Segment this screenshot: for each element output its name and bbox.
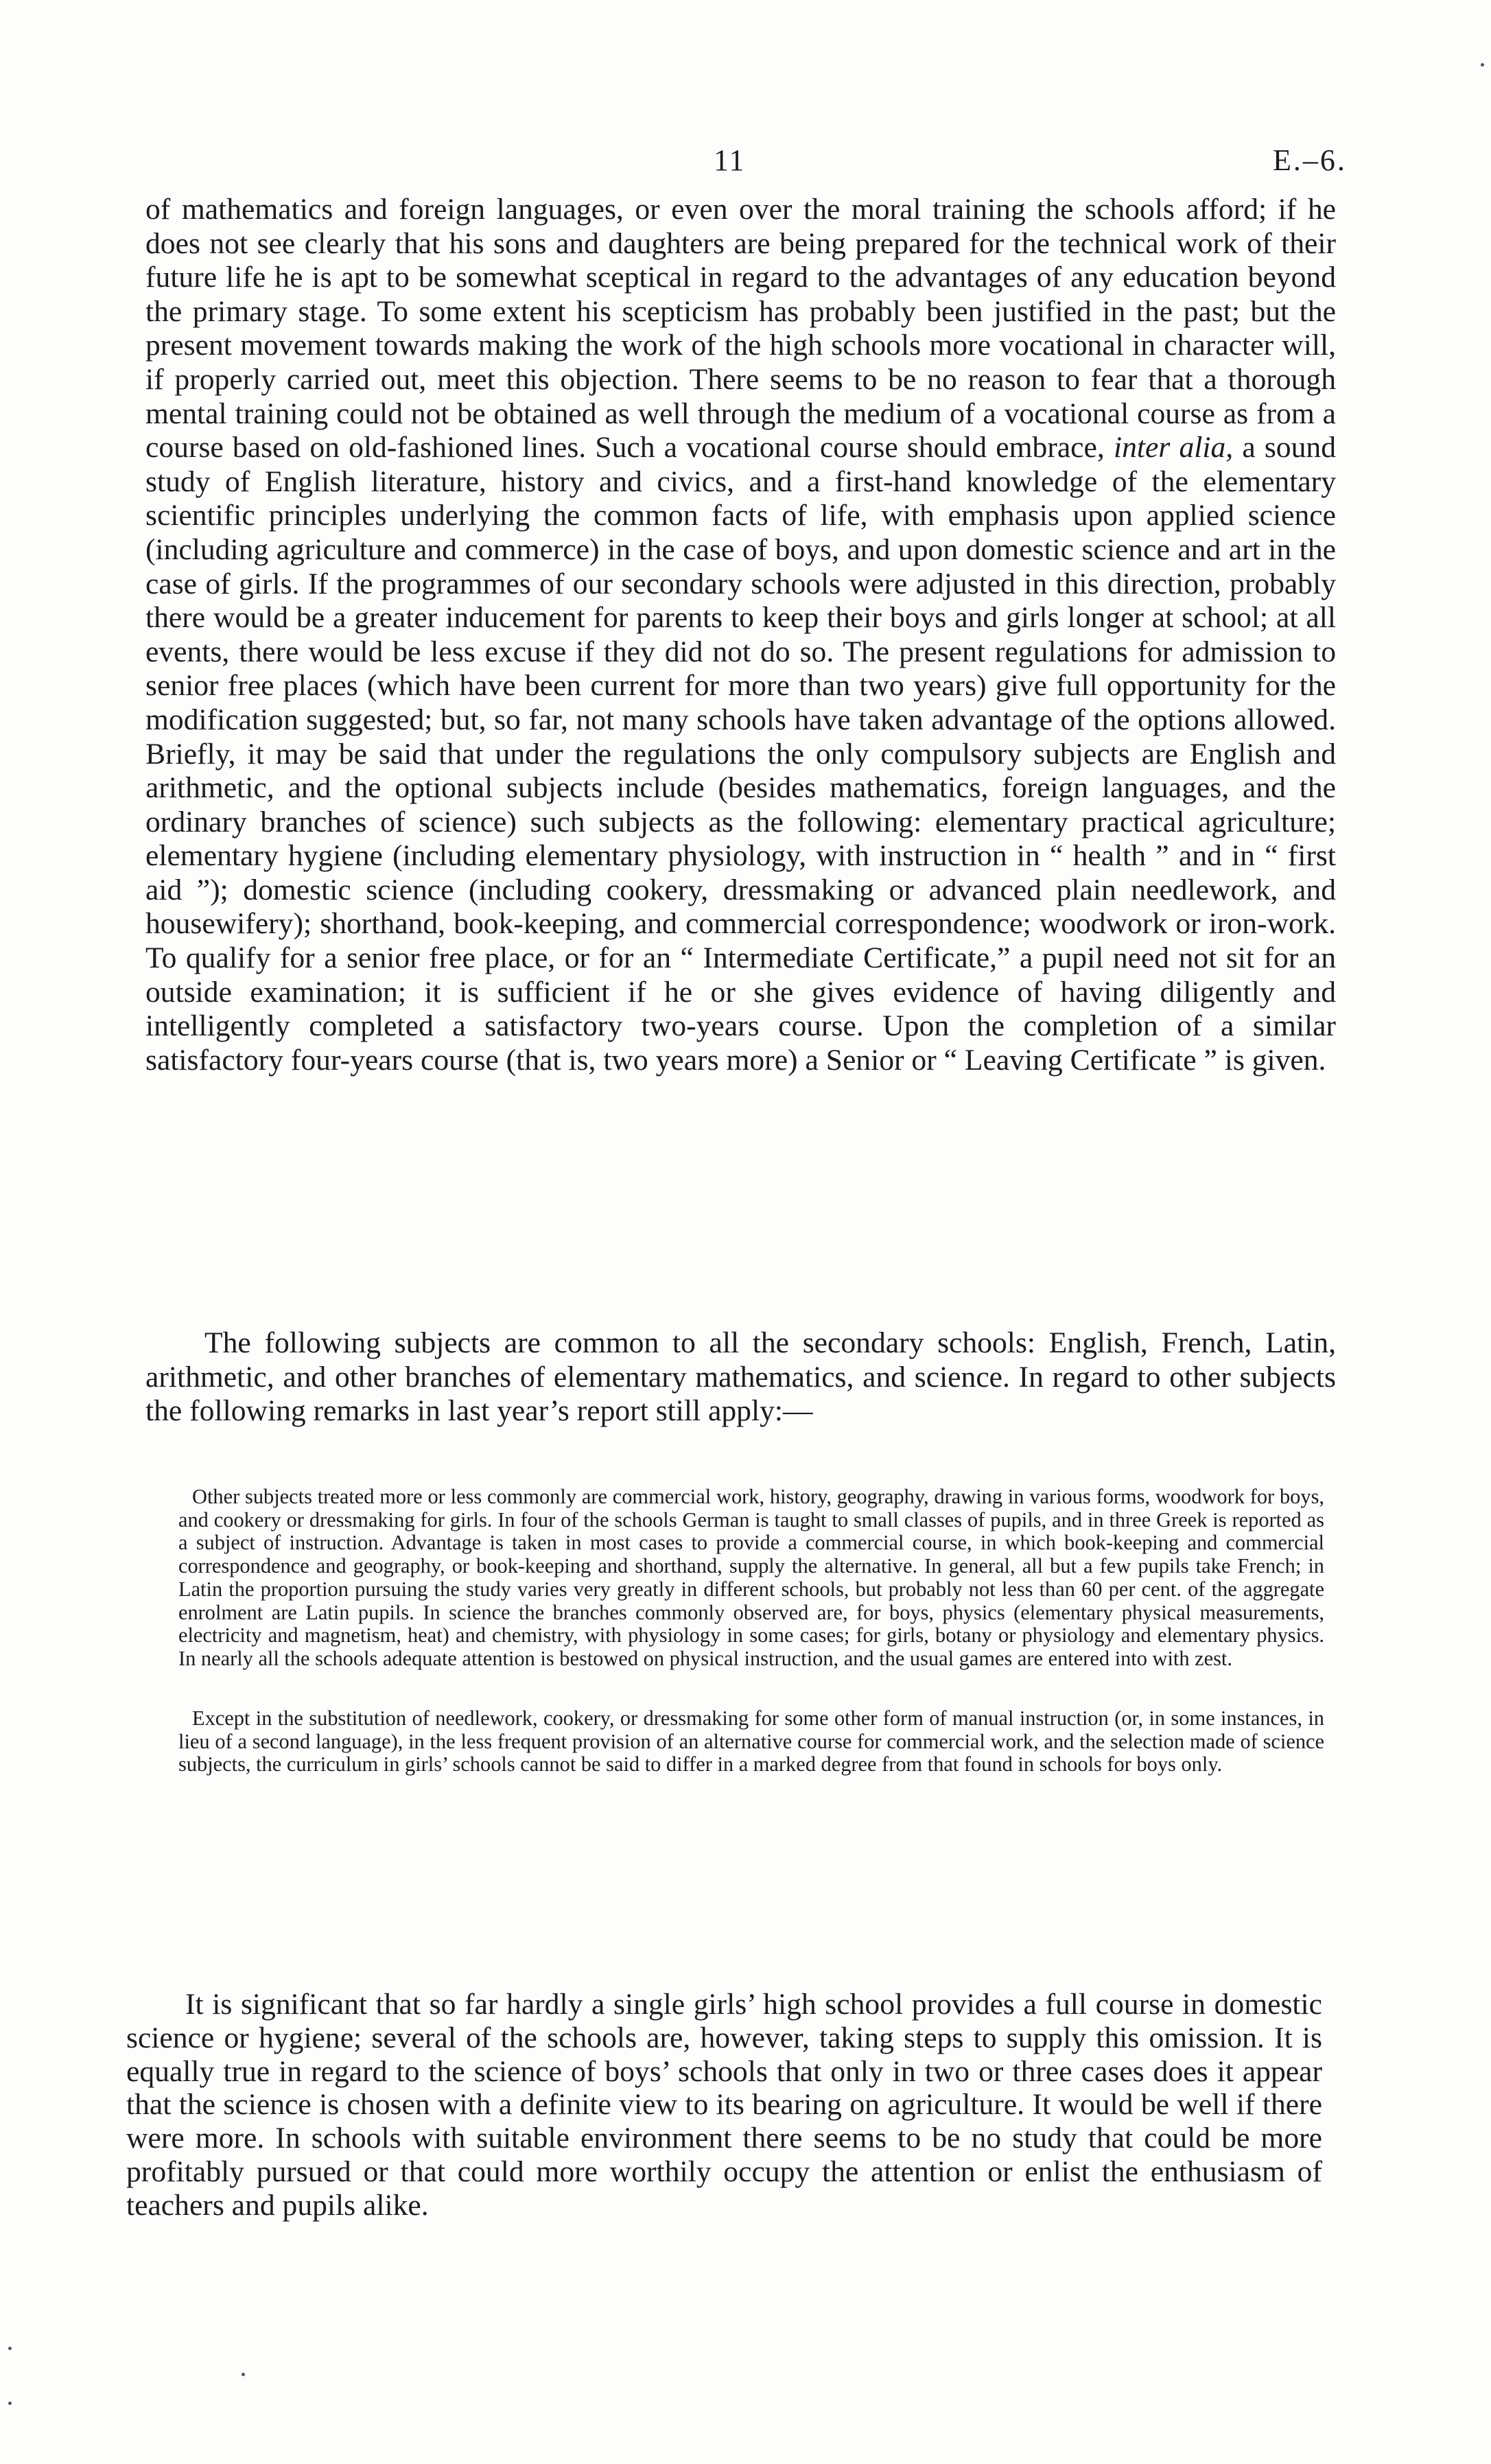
scan-speck bbox=[1481, 63, 1484, 67]
body-paragraph-3 bbox=[126, 1988, 1322, 2222]
page-number: 11 bbox=[714, 143, 746, 177]
body-paragraph-1 bbox=[145, 193, 1336, 1077]
scan-speck bbox=[8, 2347, 12, 2350]
paragraph-text: It is significant that so far hardly a single girls’ high school provides a full course in domestic science or hygiene; several of the schools are, however, taking steps to supply this omission. It is equally true in regard to the science of boys’ schools that only in two or three cases does it appear that the science is chosen with a definite view to its bearing on agriculture. It would be well if there were more. In schools with suitable environment there seems to be no study that could be more profitably pursued or that could more worthily occupy the attention or enlist the enthusiasm of teachers and pupils alike. bbox=[126, 1988, 1322, 2222]
body-paragraph-2 bbox=[145, 1326, 1336, 1429]
paragraph-text: The following subjects are common to all the secondary schools: English, French, Latin, arithmetic, and other branches of elementary mathematics, and science. In regard to other subjects the following remarks in last year’s report still apply:— bbox=[145, 1326, 1336, 1428]
italic-phrase: inter alia, bbox=[1113, 431, 1234, 465]
paragraph-text: a sound study of English literature, history and civics, and a first-hand knowledge of the elementary scientific principles underlying the common facts of life, with emphasis upon applied science (including agriculture and commerce) in the case of boys, and upon domestic science and art in the case of girls. If the programmes of our secondary schools were adjusted in this direction, probably there would be a greater inducement for parents to keep their boys and girls longer at school; at all events, there would be less excuse if they did not do so. The present regulations for admission to senior free places (which have been current for more than two years) give full opportunity for the modification suggested; but, so far, not many schools have taken advantage of the options allowed. Briefly, it may be said that under the regulations the only compulsory subjects are English and arithmetic, and the optional subjects include (besides mathematics, foreign languages, and the ordinary branches of science) such subjects as the following: elementary practical agriculture; elementary hygiene (including elementary physiology, with instruction in “ health ” and in “ first aid ”); domestic science (including cookery, dressmaking or advanced plain needlework, and housewifery); shorthand, book-keeping, and commercial correspondence; woodwork or iron-work. To qualify for a senior free place, or for an “ Intermediate Certificate,” a pupil need not sit for an outside examination; it is sufficient if he or she gives evidence of having diligently and intelligently completed a satisfactory two-years course. Upon the completion of a similar satisfactory four-years course (that is, two years more) a Senior or “ Leaving Certificate ” is given. bbox=[145, 431, 1336, 1077]
quoted-report-paragraph-2: Except in the substitution of needlework, cookery, or dressmaking for some other form of manual instruction (or, in some instances, in lieu of a second language), in the less frequent provision of an alternative course for commercial work, and the selection made of science subjects, the curriculum in girls’ schools cannot be said to differ in a marked degree from that found in schools for boys only. bbox=[178, 1706, 1324, 1776]
document-reference: E.–6. bbox=[1273, 143, 1347, 177]
scan-speck bbox=[8, 2402, 12, 2405]
paragraph-text: of mathematics and foreign languages, or even over the moral training the schools afford; if he does not see clearly that his sons and daughters are being prepared for the technical work of their future life he is apt to be somewhat sceptical in regard to the advantages of any education beyond the primary stage. To some extent his scepticism has probably been justified in the past; but the present movement towards making the work of the high schools more vocational in character will, if properly carried out, meet this objection. There seems to be no reason to fear that a thorough mental training could not be obtained as well through the medium of a vocational course as from a course based on old-fashioned lines. Such a vocational course should embrace, bbox=[145, 193, 1336, 465]
scan-speck bbox=[242, 2373, 245, 2376]
page-header bbox=[0, 137, 1491, 192]
quoted-report-paragraph-1: Other subjects treated more or less commonly are commercial work, history, geography, drawing in various forms, woodwork for boys, and cookery or dressmaking for girls. In four of the schools German is taught to small classes of pupils, and in three Greek is reported as a subject of instruction. Advantage is taken in most cases to provide a commercial course, in which book-keeping and commercial correspondence and geography, or book-keeping and shorthand, supply the alternative. In general, all but a few pupils take French; in Latin the proportion pursuing the study varies very greatly in different schools, but probably not less than 60 per cent. of the aggregate enrolment are Latin pupils. In science the branches commonly observed are, for boys, physics (elementary physical measurements, electricity and magnetism, heat) and chemistry, with physiology in some cases; for girls, botany or physiology and elementary physics. In nearly all the schools adequate attention is bestowed on physical instruction, and the usual games are entered into with zest. bbox=[178, 1485, 1324, 1670]
